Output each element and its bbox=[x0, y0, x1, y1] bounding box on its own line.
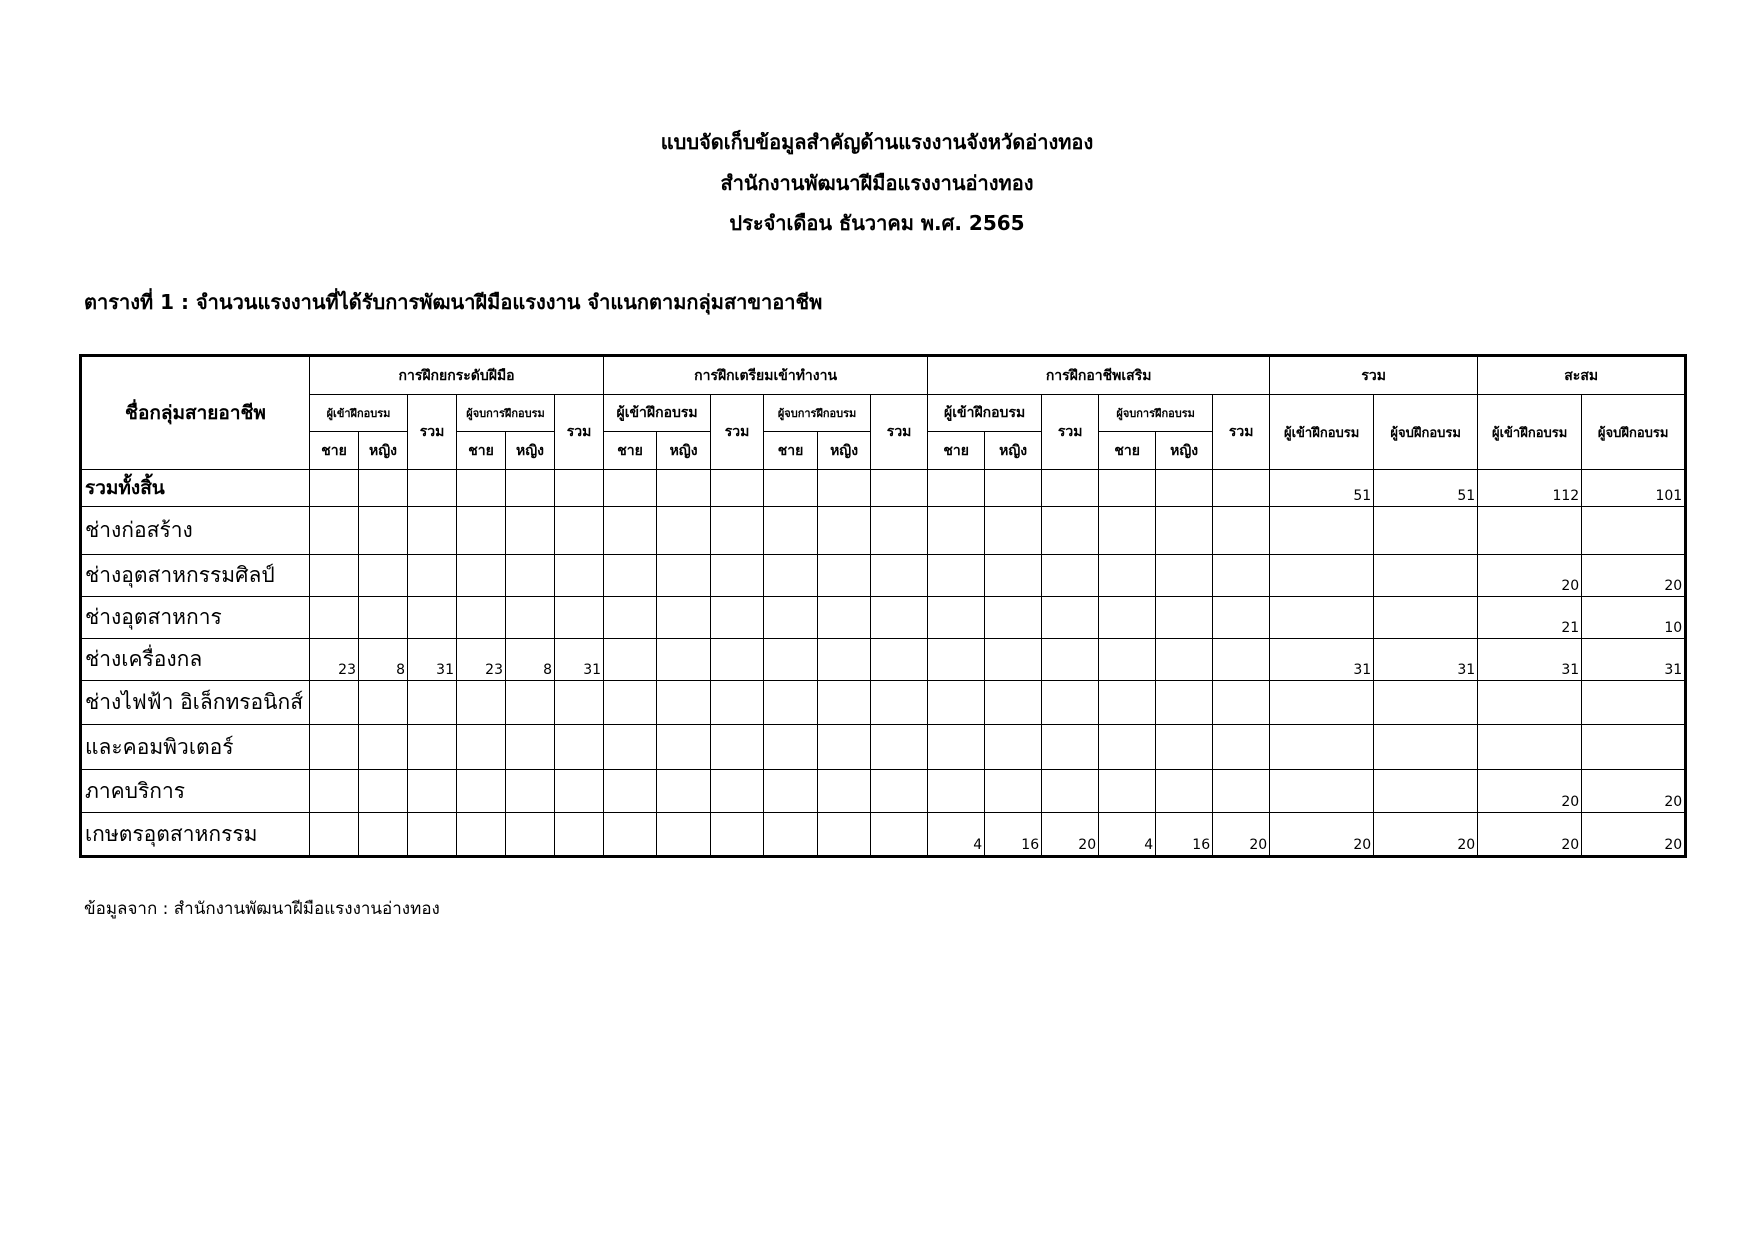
header-upskill-training: การฝึกยกระดับฝีมือ bbox=[310, 356, 604, 395]
table-cell: 20 bbox=[1582, 555, 1686, 597]
header-subtotal: รวม bbox=[1042, 395, 1099, 470]
table-cell bbox=[1582, 725, 1686, 770]
table-cell bbox=[1042, 725, 1099, 770]
header-entrants: ผู้เข้าฝึกอบรม bbox=[604, 395, 711, 432]
table-cell bbox=[1099, 597, 1156, 639]
table-cell bbox=[604, 507, 657, 555]
table-cell bbox=[310, 555, 359, 597]
table-cell bbox=[818, 470, 871, 507]
table-cell bbox=[1099, 725, 1156, 770]
document-title: แบบจัดเก็บข้อมูลสำคัญด้านแรงงานจังหวัดอ่างทอง bbox=[660, 130, 1094, 154]
table-cell bbox=[555, 470, 604, 507]
table-cell bbox=[408, 597, 457, 639]
table-cell bbox=[1099, 470, 1156, 507]
header-occupation-group: ชื่อกลุ่มสายอาชีพ bbox=[81, 356, 310, 470]
table-cell bbox=[1042, 507, 1099, 555]
table-cell bbox=[711, 507, 764, 555]
table-cell: 8 bbox=[506, 639, 555, 681]
table-cell bbox=[711, 813, 764, 857]
table-cell bbox=[359, 507, 408, 555]
table-cell bbox=[818, 555, 871, 597]
table-cell bbox=[764, 639, 818, 681]
table-cell bbox=[310, 813, 359, 857]
table-cell bbox=[1270, 770, 1374, 813]
table-cell: 20 bbox=[1582, 813, 1686, 857]
table-cell bbox=[506, 681, 555, 725]
header-cumulative-entrants: ผู้เข้าฝึกอบรม bbox=[1478, 395, 1582, 470]
table-cell: 20 bbox=[1213, 813, 1270, 857]
table-cell bbox=[764, 725, 818, 770]
table-row bbox=[81, 597, 1686, 639]
header-subtotal: รวม bbox=[871, 395, 928, 470]
header-subtotal: รวม bbox=[555, 395, 604, 470]
table-cell bbox=[457, 770, 506, 813]
table-cell: 21 bbox=[1478, 597, 1582, 639]
table-cell bbox=[457, 507, 506, 555]
table-cell bbox=[764, 555, 818, 597]
table-cell bbox=[555, 507, 604, 555]
table-cell bbox=[1042, 770, 1099, 813]
source-note: ข้อมูลจาก : สำนักงานพัฒนาฝีมือแรงงานอ่างทอง bbox=[84, 899, 440, 919]
table-cell bbox=[985, 770, 1042, 813]
table-cell bbox=[359, 555, 408, 597]
table-cell bbox=[657, 770, 711, 813]
table-cell: 112 bbox=[1478, 470, 1582, 507]
table-cell bbox=[711, 770, 764, 813]
table-cell bbox=[506, 555, 555, 597]
table-cell bbox=[408, 770, 457, 813]
table-cell bbox=[818, 597, 871, 639]
table-cell bbox=[818, 725, 871, 770]
table-cell bbox=[928, 555, 985, 597]
header-female: หญิง bbox=[1156, 432, 1213, 470]
table-row bbox=[81, 639, 1686, 681]
table-cell bbox=[928, 597, 985, 639]
table-cell bbox=[359, 681, 408, 725]
table-cell bbox=[604, 555, 657, 597]
table-cell bbox=[1213, 639, 1270, 681]
table-cell bbox=[408, 813, 457, 857]
table-cell: 20 bbox=[1042, 813, 1099, 857]
table-cell bbox=[408, 470, 457, 507]
header-male: ชาย bbox=[310, 432, 359, 470]
table-cell bbox=[506, 597, 555, 639]
table-cell bbox=[1156, 770, 1213, 813]
table-cell bbox=[657, 681, 711, 725]
table-cell bbox=[1042, 470, 1099, 507]
table-cell: 31 bbox=[1478, 639, 1582, 681]
table-cell bbox=[711, 555, 764, 597]
table-cell bbox=[604, 813, 657, 857]
table-cell: 101 bbox=[1582, 470, 1686, 507]
table-cell bbox=[359, 770, 408, 813]
table-cell bbox=[985, 470, 1042, 507]
header-total-completers: ผู้จบฝึกอบรม bbox=[1374, 395, 1478, 470]
header-male: ชาย bbox=[457, 432, 506, 470]
table-cell bbox=[506, 507, 555, 555]
table-cell bbox=[604, 470, 657, 507]
table-cell bbox=[506, 470, 555, 507]
table-cell bbox=[1213, 770, 1270, 813]
table-cell bbox=[1374, 597, 1478, 639]
table-cell bbox=[711, 597, 764, 639]
table-cell bbox=[985, 507, 1042, 555]
table-cell bbox=[1042, 639, 1099, 681]
table-cell bbox=[1270, 507, 1374, 555]
table-cell bbox=[985, 555, 1042, 597]
table-cell bbox=[408, 725, 457, 770]
table-row bbox=[81, 681, 1686, 725]
table-cell bbox=[871, 470, 928, 507]
table-cell bbox=[1042, 597, 1099, 639]
table-cell bbox=[928, 470, 985, 507]
table-cell bbox=[871, 681, 928, 725]
table-cell bbox=[555, 725, 604, 770]
table-cell: 16 bbox=[1156, 813, 1213, 857]
table-caption: ตารางที่ 1 : จำนวนแรงงานที่ได้รับการพัฒนาฝีมือแรงงาน จำแนกตามกลุ่มสาขาอาชีพ bbox=[84, 290, 823, 314]
table-cell bbox=[928, 770, 985, 813]
header-entrants: ผู้เข้าฝึกอบรม bbox=[928, 395, 1042, 432]
table-cell: 51 bbox=[1270, 470, 1374, 507]
table-cell bbox=[1213, 470, 1270, 507]
table-cell bbox=[1156, 725, 1213, 770]
table-cell bbox=[1156, 681, 1213, 725]
table-cell bbox=[657, 813, 711, 857]
table-cell bbox=[1099, 507, 1156, 555]
table-cell bbox=[764, 813, 818, 857]
table-cell bbox=[408, 681, 457, 725]
table-cell: 20 bbox=[1374, 813, 1478, 857]
table-cell bbox=[711, 470, 764, 507]
table-cell: 20 bbox=[1478, 770, 1582, 813]
table-cell: 31 bbox=[408, 639, 457, 681]
table-cell bbox=[555, 813, 604, 857]
row-label: ภาคบริการ bbox=[81, 770, 310, 813]
table-cell bbox=[604, 681, 657, 725]
table-cell bbox=[711, 725, 764, 770]
header-entrants: ผู้เข้าฝึกอบรม bbox=[310, 395, 408, 432]
table-cell bbox=[1099, 555, 1156, 597]
table-cell bbox=[871, 725, 928, 770]
table-cell bbox=[764, 507, 818, 555]
table-cell bbox=[457, 555, 506, 597]
table-cell bbox=[310, 681, 359, 725]
header-completers: ผู้จบการฝึกอบรม bbox=[764, 395, 871, 432]
table-cell bbox=[1213, 725, 1270, 770]
row-label: ช่างเครื่องกล bbox=[81, 639, 310, 681]
table-cell bbox=[506, 725, 555, 770]
table-cell bbox=[1156, 639, 1213, 681]
table-cell bbox=[1374, 681, 1478, 725]
table-cell: 51 bbox=[1374, 470, 1478, 507]
header-supplementary-training: การฝึกอาชีพเสริม bbox=[928, 356, 1270, 395]
table-cell bbox=[1478, 507, 1582, 555]
table-cell: 31 bbox=[1270, 639, 1374, 681]
table-cell bbox=[928, 639, 985, 681]
header-male: ชาย bbox=[604, 432, 657, 470]
header-female: หญิง bbox=[985, 432, 1042, 470]
table-cell bbox=[928, 507, 985, 555]
table-cell bbox=[604, 725, 657, 770]
table-cell bbox=[1270, 681, 1374, 725]
row-label: ช่างก่อสร้าง bbox=[81, 507, 310, 555]
table-cell bbox=[1270, 725, 1374, 770]
table-cell: 31 bbox=[1582, 639, 1686, 681]
table-cell bbox=[1156, 597, 1213, 639]
row-label: ช่างไฟฟ้า อิเล็กทรอนิกส์ bbox=[81, 681, 310, 725]
table-cell bbox=[604, 597, 657, 639]
table-cell bbox=[359, 725, 408, 770]
table-cell bbox=[1042, 555, 1099, 597]
row-label: ช่างอุตสาหกรรมศิลป์ bbox=[81, 555, 310, 597]
table-cell bbox=[1213, 507, 1270, 555]
header-subtotal: รวม bbox=[1213, 395, 1270, 470]
table-cell: 23 bbox=[457, 639, 506, 681]
table-cell bbox=[1042, 681, 1099, 725]
table-cell: 20 bbox=[1270, 813, 1374, 857]
table-cell bbox=[1374, 770, 1478, 813]
table-cell bbox=[604, 770, 657, 813]
table-cell bbox=[1213, 681, 1270, 725]
table-cell bbox=[359, 470, 408, 507]
row-label: และคอมพิวเตอร์ bbox=[81, 725, 310, 770]
table-cell: 20 bbox=[1478, 813, 1582, 857]
table-cell: 8 bbox=[359, 639, 408, 681]
table-cell bbox=[555, 770, 604, 813]
table-cell bbox=[457, 813, 506, 857]
table-cell bbox=[1156, 507, 1213, 555]
table-total-row bbox=[81, 470, 1686, 507]
header-female: หญิง bbox=[818, 432, 871, 470]
table-cell bbox=[1374, 725, 1478, 770]
table-row bbox=[81, 813, 1686, 857]
table-cell bbox=[1478, 725, 1582, 770]
header-total-entrants: ผู้เข้าฝึกอบรม bbox=[1270, 395, 1374, 470]
table-row bbox=[81, 507, 1686, 555]
table-cell bbox=[764, 470, 818, 507]
header-subtotal: รวม bbox=[711, 395, 764, 470]
table-cell bbox=[359, 597, 408, 639]
table-cell bbox=[818, 681, 871, 725]
table-cell bbox=[310, 725, 359, 770]
table-cell bbox=[985, 639, 1042, 681]
table-cell bbox=[711, 639, 764, 681]
table-cell bbox=[1156, 555, 1213, 597]
header-completers: ผู้จบการฝึกอบรม bbox=[1099, 395, 1213, 432]
table-cell: 20 bbox=[1582, 770, 1686, 813]
table-cell bbox=[871, 813, 928, 857]
header-male: ชาย bbox=[928, 432, 985, 470]
table-cell bbox=[657, 555, 711, 597]
table-cell: 23 bbox=[310, 639, 359, 681]
header-female: หญิง bbox=[359, 432, 408, 470]
table-cell: 10 bbox=[1582, 597, 1686, 639]
table-cell bbox=[457, 470, 506, 507]
table-cell bbox=[818, 639, 871, 681]
table-cell bbox=[818, 770, 871, 813]
header-female: หญิง bbox=[506, 432, 555, 470]
table-cell bbox=[1270, 555, 1374, 597]
header-total: รวม bbox=[1270, 356, 1478, 395]
labor-training-table bbox=[79, 354, 1687, 858]
table-cell: 4 bbox=[1099, 813, 1156, 857]
header-female: หญิง bbox=[657, 432, 711, 470]
table-cell bbox=[657, 639, 711, 681]
header-pre-employment-training: การฝึกเตรียมเข้าทำงาน bbox=[604, 356, 928, 395]
table-cell bbox=[408, 507, 457, 555]
header-cumulative-completers: ผู้จบฝึกอบรม bbox=[1582, 395, 1686, 470]
table-cell bbox=[985, 725, 1042, 770]
table-row bbox=[81, 725, 1686, 770]
table-cell bbox=[1270, 597, 1374, 639]
table-cell bbox=[555, 555, 604, 597]
table-cell bbox=[555, 597, 604, 639]
table-cell bbox=[1099, 770, 1156, 813]
table-cell bbox=[657, 507, 711, 555]
table-cell: 31 bbox=[555, 639, 604, 681]
header-male: ชาย bbox=[1099, 432, 1156, 470]
table-cell bbox=[359, 813, 408, 857]
header-male: ชาย bbox=[764, 432, 818, 470]
table-cell bbox=[457, 681, 506, 725]
table-cell bbox=[1099, 681, 1156, 725]
row-label: เกษตรอุตสาหกรรม bbox=[81, 813, 310, 857]
table-cell bbox=[408, 555, 457, 597]
table-cell bbox=[657, 597, 711, 639]
table-cell bbox=[310, 470, 359, 507]
document-period: ประจำเดือน ธันวาคม พ.ศ. 2565 bbox=[729, 211, 1025, 235]
header-completers: ผู้จบการฝึกอบรม bbox=[457, 395, 555, 432]
table-cell bbox=[711, 681, 764, 725]
table-cell bbox=[871, 555, 928, 597]
table-cell bbox=[764, 770, 818, 813]
table-cell: 20 bbox=[1478, 555, 1582, 597]
table-cell: 31 bbox=[1374, 639, 1478, 681]
table-cell bbox=[1582, 507, 1686, 555]
table-cell bbox=[657, 470, 711, 507]
table-cell bbox=[1478, 681, 1582, 725]
table-cell bbox=[1156, 470, 1213, 507]
row-label: รวมทั้งสิ้น bbox=[81, 470, 310, 507]
table-cell bbox=[871, 507, 928, 555]
table-cell bbox=[457, 725, 506, 770]
table-cell bbox=[310, 507, 359, 555]
table-cell bbox=[928, 681, 985, 725]
table-cell bbox=[1582, 681, 1686, 725]
table-cell bbox=[310, 597, 359, 639]
table-cell: 16 bbox=[985, 813, 1042, 857]
table-cell bbox=[871, 639, 928, 681]
table-cell bbox=[985, 597, 1042, 639]
table-cell bbox=[1374, 555, 1478, 597]
table-cell bbox=[555, 681, 604, 725]
table-cell bbox=[506, 813, 555, 857]
table-row bbox=[81, 555, 1686, 597]
table-cell bbox=[818, 507, 871, 555]
table-cell bbox=[818, 813, 871, 857]
table-cell bbox=[764, 597, 818, 639]
table-cell bbox=[604, 639, 657, 681]
table-cell bbox=[985, 681, 1042, 725]
table-cell bbox=[1374, 507, 1478, 555]
table-row bbox=[81, 770, 1686, 813]
table-cell bbox=[928, 725, 985, 770]
table-cell bbox=[871, 597, 928, 639]
table-cell bbox=[1213, 597, 1270, 639]
document-agency: สำนักงานพัฒนาฝีมือแรงงานอ่างทอง bbox=[720, 171, 1034, 195]
table-cell bbox=[871, 770, 928, 813]
table-cell bbox=[310, 770, 359, 813]
header-cumulative: สะสม bbox=[1478, 356, 1686, 395]
table-cell bbox=[1099, 639, 1156, 681]
table-cell bbox=[506, 770, 555, 813]
table-cell bbox=[657, 725, 711, 770]
table-cell bbox=[1213, 555, 1270, 597]
header-subtotal: รวม bbox=[408, 395, 457, 470]
table-cell: 4 bbox=[928, 813, 985, 857]
table-cell bbox=[457, 597, 506, 639]
row-label: ช่างอุตสาหการ bbox=[81, 597, 310, 639]
table-cell bbox=[764, 681, 818, 725]
